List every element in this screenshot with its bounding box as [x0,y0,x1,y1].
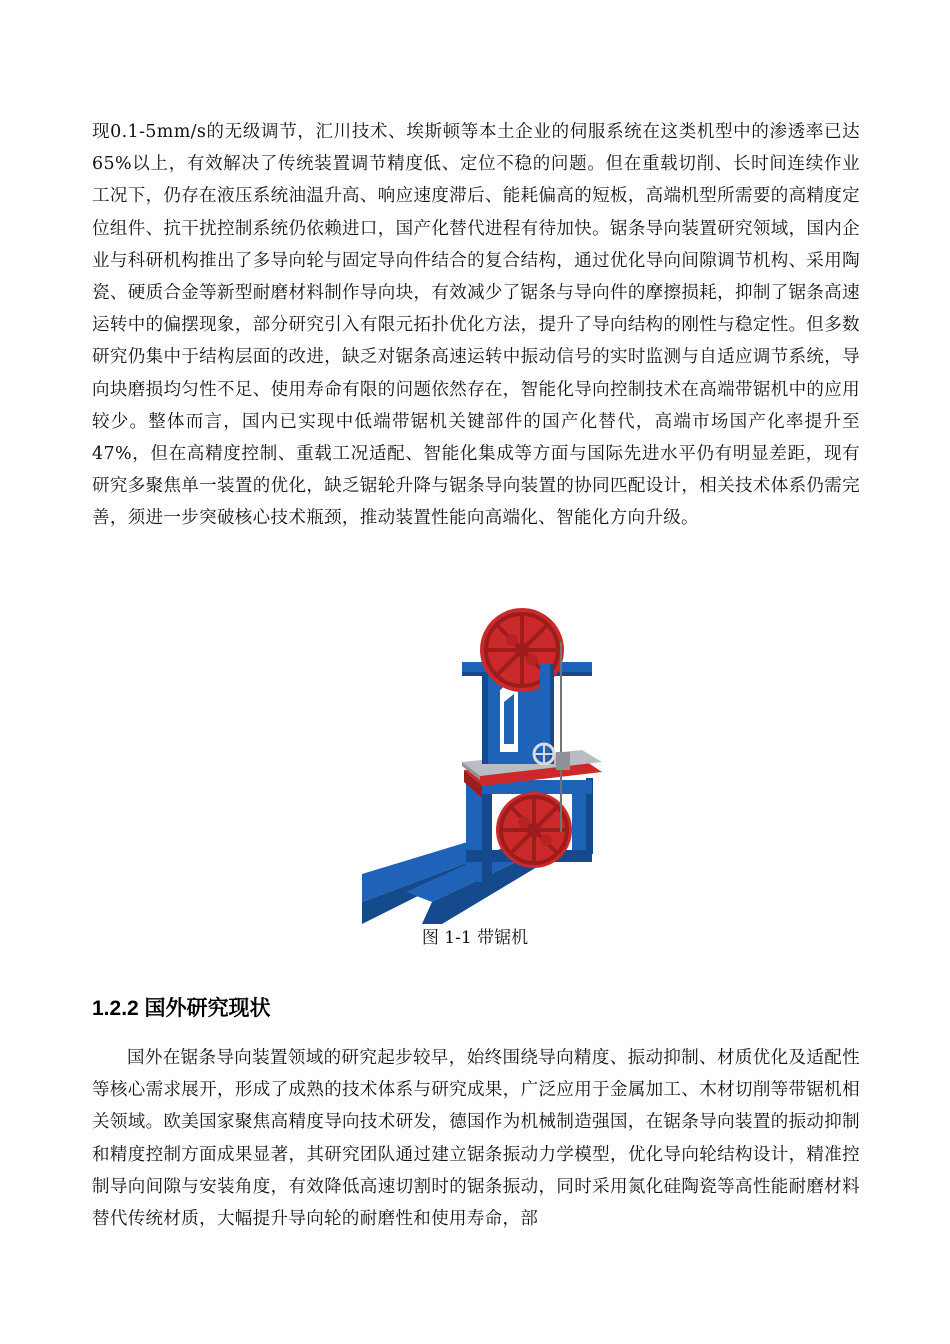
blade-guide-block [556,752,570,770]
body-paragraph-2: 国外在锯条导向装置领域的研究起步较早，始终围绕导向精度、振动抑制、材质优化及适配性等核心需求展开，形成了成熟的技术体系与研究成果，广泛应用于金属加工、木材切削等带锯机相关领域。欧美国家聚焦高精度导向技术研发，德国作为机械制造强国，在锯条导向装置的振动抑制和精度控制方面成果显著，其研究团队通过建立锯条振动力学模型，优化导向轮结构设计，精准控制导向间隙与安装角度，有效降低高速切割时的锯条振动，同时采用氮化硅陶瓷等高性能耐磨材料替代传统材质，大幅提升导向轮的耐磨性和使用寿命，部 [92,1048,860,1230]
figure-caption: 图 1-1 带锯机 [421,928,529,948]
base-leg-front-left [466,784,484,882]
body-paragraph-1: 现0.1-5mm/s的无级调节，汇川技术、埃斯顿等本土企业的伺服系统在这类机型中的渗透率已达65%以上，有效解决了传统装置调节精度低、定位不稳的问题。但在重载切削、长时间连续作业工况下，仍存在液压系统油温升高、响应速度滞后、能耗偏高的短板，高端机型所需要的高精度定位组件、抗干扰控制系统仍依赖进口，国产化替代进程有待加快。锯条导向装置研究领域，国内企业与科研机构推出了多导向轮与固定导向件结合的复合结构，通过优化导向间隙调节机构、采用陶瓷、硬质合金等新型耐磨材料制作导向块，有效减少了锯条与导向件的摩擦损耗，抑制了锯条高速运转中的偏摆现象，部分研究引入有限元拓扑优化方法，提升了导向结构的刚性与稳定性。但多数研究仍集中于结构层面的改进，缺乏对锯条高速运转中振动信号的实时监测与自适应调节系统，导向块磨损均匀性不足、使用寿命有限的问题依然存在，智能化导向控制技术在高端带锯机中的应用较少。整体而言，国内已实现中低端带锯机关键部件的国产化替代，高端市场国产化率提升至47%，但在高精度控制、重载工况适配、智能化集成等方面与国际先进水平仍有明显差距，现有研究多聚焦单一装置的优化，缺乏锯轮升降与锯条导向装置的协同匹配设计，相关技术体系仍需完善，须进一步突破核心技术瓶颈，推动装置性能向高端化、智能化方向升级。 [92,122,860,529]
section-heading: 1.2.2 国外研究现状 [92,997,271,1020]
band-saw-machine-image [362,602,602,924]
